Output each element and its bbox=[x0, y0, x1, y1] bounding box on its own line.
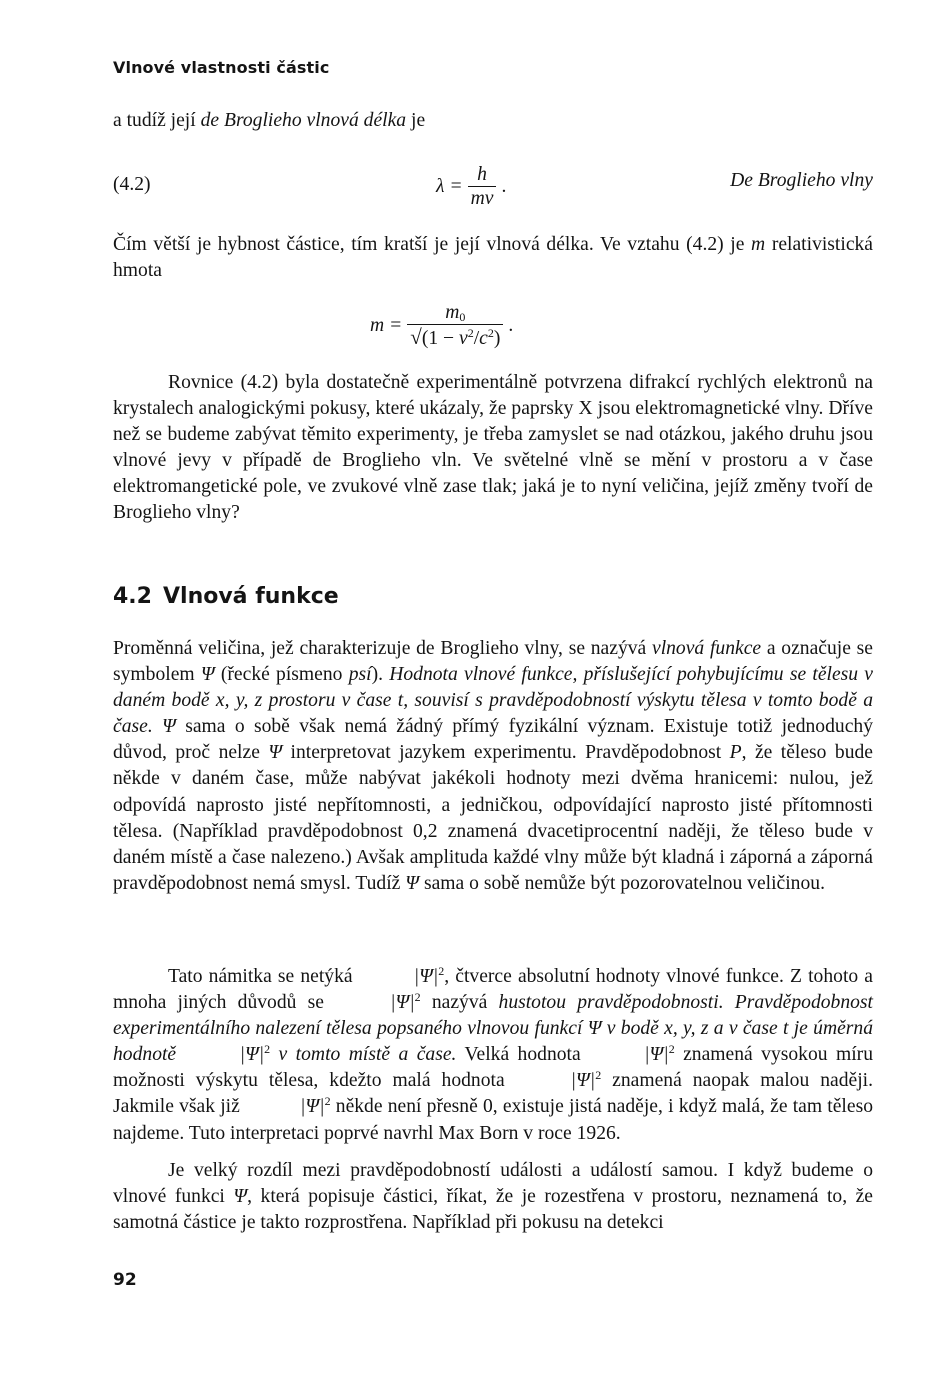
exponent: 2 bbox=[595, 1068, 602, 1083]
equation-denominator bbox=[407, 325, 503, 351]
section-number: 4.2 bbox=[113, 584, 152, 609]
italic-statement: Pravděpodobnost experimentálního nalezení tělesa popsaného vlnovou funkcí bbox=[113, 992, 873, 1040]
exponent: 2 bbox=[668, 1042, 675, 1057]
text-span: Je velký rozdíl mezi pravděpodobností události a událostí samou. I když budeme o vlnové funkci bbox=[113, 1160, 873, 1208]
exponent: 2 bbox=[264, 1042, 271, 1057]
text-span: , čtverce absolutní hodnoty vlnové funkce. Z tohoto a mnoha jiných důvodů se bbox=[113, 966, 873, 1014]
paragraph-rovnice bbox=[113, 370, 873, 527]
text-span: , že těleso bude někde v daném čase, může nabývat jakékoli hodnoty mezi dvěma hranicemi: nulou, jež odpovídá naprosto jisté nepřítomnosti, a jedničkou, odpovídající naprosto jisté přítomnosti tělesa. (Například pravděpodobnost 0,2 znamená dvacetiprocentní naději, že těleso bude v daném místě a čase nalezeno.) Avšak amplituda každé vlny může být kladná i záporná a záporná pravděpodobnost nemá smysl. Tudíž bbox=[113, 742, 873, 894]
text-span: znamená naopak malou naději. Jakmile však již bbox=[113, 1070, 873, 1118]
symbol-m: m bbox=[445, 301, 460, 323]
psi-symbol: Ψ bbox=[233, 1186, 248, 1208]
italic-statement: Hodnota vlnové funkce, příslušející pohybujícímu se tělesu v daném bodě x, y, z prostoru v čase t, souvisí s pravděpodobností výskytu tělesa v tomto bodě a čase. bbox=[113, 664, 874, 738]
psi-symbol: Ψ bbox=[268, 742, 283, 764]
equation-denominator: mv bbox=[470, 187, 494, 209]
section-heading bbox=[113, 584, 339, 609]
psi-symbol: Ψ bbox=[200, 664, 215, 686]
term: psí bbox=[348, 664, 372, 686]
symbol-P: P bbox=[729, 742, 742, 764]
abs-psi: |Ψ| bbox=[644, 1044, 669, 1066]
text-span: Proměnná veličina, jež charakterizuje de Broglieho vlny, se nazývá bbox=[113, 638, 652, 659]
text-span: , která popisuje částici, říkat, že je rozestřena v prostoru, neznamená to, že samotná částice je takto rozprostřena. Například při pokusu na detekci bbox=[113, 1186, 873, 1234]
psi-symbol: Ψ bbox=[587, 1018, 602, 1040]
text-span: znamená vysokou míru možnosti výskytu tělesa, kdežto malá hodnota bbox=[113, 1044, 873, 1092]
paragraph-text: Rovnice (4.2) byla dostatečně experimentálně potvrzena difrakcí rychlých elektronů na krystalech analogickými pokusy, které ukázaly, že paprsky X jsou elektromagnetické vlny. Dříve než se budeme zabývat těmito experimenty, je třeba zamyslet se nad otázkou, jakého druhu jsou vlnové jevy v případě de Broglieho vln. Ve světelné vlně se mění v prostoru a v čase elektromangetické pole, ve zvukové vlně zase tlak; jaká je to nyní veličina, jejíž změny tvoří de Broglieho vlny? bbox=[113, 372, 873, 524]
psi-symbol: Ψ bbox=[162, 716, 176, 738]
page-number: 92 bbox=[113, 1270, 137, 1290]
psi-symbol: Ψ bbox=[405, 872, 420, 894]
exponent: 2 bbox=[438, 964, 445, 978]
text-span: ) bbox=[493, 327, 501, 349]
exponent: 2 bbox=[487, 325, 494, 340]
paragraph-after-eq1 bbox=[113, 232, 873, 284]
text-span: relativistická hmota bbox=[113, 234, 874, 282]
subscript: 0 bbox=[459, 309, 466, 324]
equation-label: De Broglieho vlny bbox=[730, 170, 873, 191]
paragraph-tato bbox=[113, 964, 873, 1147]
intro-term: de Broglieho vlnová délka bbox=[200, 110, 407, 131]
paragraph-promenna bbox=[113, 636, 873, 897]
text-span: interpretovat jazykem experimentu. Pravděpodobnost bbox=[282, 742, 730, 764]
symbol-v: v bbox=[458, 327, 468, 349]
italic-statement: v tomto místě a čase. bbox=[270, 1044, 457, 1066]
text-span: (řecké písmeno bbox=[214, 664, 349, 686]
equation-trailing: . bbox=[508, 315, 514, 336]
running-head: Vlnové vlastnosti částic bbox=[113, 58, 330, 77]
equation-lhs: m = bbox=[370, 315, 403, 336]
text-span: ). bbox=[371, 664, 390, 686]
abs-psi: |Ψ| bbox=[300, 1096, 325, 1118]
sqrt-icon: √ bbox=[410, 324, 422, 349]
text-span: sama o sobě nemůže být pozorovatelnou veličinou. bbox=[419, 872, 825, 894]
italic-statement: v bodě x, y, z a v čase t je úměrná hodnotě bbox=[113, 1018, 874, 1066]
abs-psi: |Ψ| bbox=[413, 966, 439, 987]
equation-fraction bbox=[468, 164, 497, 211]
equation-4-2 bbox=[113, 160, 873, 220]
equation-relativistic-mass bbox=[370, 296, 513, 356]
intro-prefix: a tudíž její bbox=[113, 110, 201, 131]
text-span: nazývá bbox=[420, 992, 499, 1014]
text-span: někde není přesně 0, existuje jistá naděje, i když malá, že tam těleso najdeme. Tuto interpretaci poprvé navrhl Max Born v roce 1926. bbox=[113, 1096, 873, 1144]
equation-fraction bbox=[407, 302, 503, 351]
text-span: / bbox=[473, 327, 480, 349]
symbol-c: c bbox=[479, 327, 488, 349]
abs-psi: |Ψ| bbox=[570, 1070, 596, 1092]
equation-lhs: λ = bbox=[436, 176, 463, 197]
intro-suffix: je bbox=[406, 110, 426, 131]
equation-numerator bbox=[442, 302, 468, 324]
abs-psi: |Ψ| bbox=[239, 1044, 265, 1066]
text-span: a označuje se symbolem bbox=[113, 638, 873, 686]
equation-body bbox=[436, 160, 506, 214]
equation-number: (4.2) bbox=[113, 174, 151, 195]
exponent: 2 bbox=[467, 325, 474, 340]
section-title: Vlnová funkce bbox=[163, 584, 339, 609]
intro-line bbox=[113, 108, 873, 134]
symbol-m: m bbox=[751, 234, 766, 255]
equation-numerator: h bbox=[477, 163, 487, 185]
abs-psi: |Ψ| bbox=[390, 992, 415, 1014]
text-span: sama o sobě však nemá žádný přímý fyzikální význam. Existuje totiž jednoduchý důvod, proč nelze bbox=[113, 716, 873, 764]
text-span: Tato námitka se netýká bbox=[168, 966, 359, 987]
exponent: 2 bbox=[414, 990, 421, 1005]
equation-trailing: . bbox=[501, 176, 507, 197]
text-span: (1 − bbox=[421, 327, 459, 349]
paragraph-je bbox=[113, 1158, 873, 1236]
term: vlnová funkce bbox=[652, 638, 762, 659]
term: hustotou pravděpodobnosti. bbox=[498, 992, 724, 1014]
text-span: Čím větší je hybnost částice, tím kratší je její vlnová délka. Ve vztahu (4.2) je bbox=[113, 234, 752, 255]
exponent: 2 bbox=[324, 1094, 331, 1109]
text-span: Velká hodnota bbox=[456, 1044, 590, 1066]
